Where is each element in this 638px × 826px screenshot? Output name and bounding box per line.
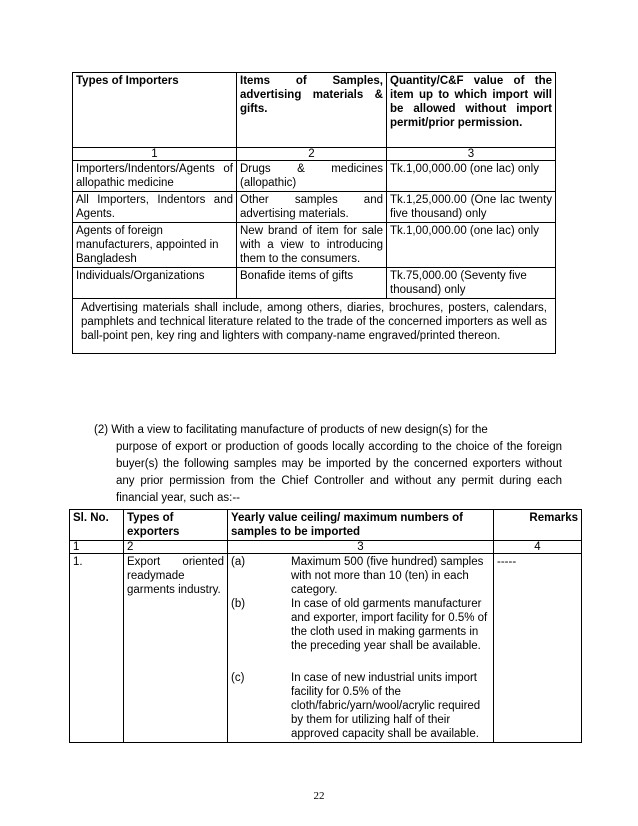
remarks-cell: -----	[494, 554, 582, 743]
exporter-type: Export oriented readymade garments industry.	[124, 554, 228, 743]
item-text: Maximum 500 (five hundred) samples with not more than 10 (ten) in each category.	[291, 556, 484, 596]
table-row	[73, 223, 556, 268]
table-cell: New brand of item for sale with a view to introducing them to the consumers.	[237, 223, 387, 268]
page-number: 22	[313, 790, 325, 802]
table-header-row	[70, 510, 582, 541]
ceiling-item	[231, 671, 490, 741]
item-label: (b)	[231, 598, 246, 610]
table-header-row	[73, 73, 556, 148]
table-cell: Tk.1,25,000.00 (One lac twenty five thousand) only	[387, 192, 556, 223]
table-cell: Tk.1,00,000.00 (one lac) only	[387, 223, 556, 268]
column-number: 1	[73, 148, 237, 161]
table-cell: Individuals/Organizations	[73, 268, 237, 299]
column-number: 3	[228, 541, 494, 554]
table-cell: Tk.75,000.00 (Seventy five thousand) only	[387, 268, 556, 299]
column-number: 4	[494, 541, 582, 554]
column-number-row	[73, 148, 556, 161]
exporter-samples-paragraph	[94, 422, 562, 507]
advertising-materials-note: Advertising materials shall include, among others, diaries, brochures, posters, calendars, pamphlets and technical literature related to the trade of the concerned importers as well as ball-point pen, key ring and lighters with company-name engraved/printed thereon.	[73, 299, 556, 354]
header-yearly-value-ceiling: Yearly value ceiling/ maximum numbers of samples to be imported	[228, 510, 494, 541]
item-text: In case of old garments manufacturer and exporter, import facility for 0.5% of the cloth used in making garments in the preceding year shall be available.	[291, 598, 488, 652]
header-items-of-samples: Items of Samples, advertising materials & gifts.	[237, 73, 387, 148]
column-number: 2	[237, 148, 387, 161]
column-number: 1	[70, 541, 124, 554]
column-number-row	[70, 541, 582, 554]
serial-number: 1.	[70, 554, 124, 743]
value-ceiling-cell	[228, 554, 494, 743]
table-cell: Drugs & medicines (allopathic)	[237, 161, 387, 192]
paragraph-lead: (2) With a view to facilitating manufacture of products of new design(s) for the	[94, 424, 488, 436]
importers-samples-table	[72, 72, 556, 354]
header-types-of-exporters: Types of exporters	[124, 510, 228, 541]
table-cell: Importers/Indentors/Agents of allopathic medicine	[73, 161, 237, 192]
table-cell: Bonafide items of gifts	[237, 268, 387, 299]
header-types-of-importers: Types of Importers	[73, 73, 237, 148]
table-row	[73, 268, 556, 299]
table-row	[73, 192, 556, 223]
ceiling-item	[231, 555, 490, 597]
exporters-samples-table	[69, 509, 582, 743]
item-label: (c)	[231, 672, 245, 684]
table-row	[70, 554, 582, 743]
header-sl-no: Sl. No.	[70, 510, 124, 541]
item-label: (a)	[231, 556, 246, 568]
table-cell: Agents of foreign manufacturers, appointed in Bangladesh	[73, 223, 237, 268]
paragraph-body: purpose of export or production of goods locally according to the choice of the foreign buyer(s) the following samples may be imported by the concerned exporters without any prior permission from the Chief Controller and without any permit during each financial year, such as:--	[116, 441, 562, 504]
table-cell: Other samples and advertising materials.	[237, 192, 387, 223]
column-number: 2	[124, 541, 228, 554]
header-quantity-value: Quantity/C&F value of the item up to which import will be allowed without import permit/prior permission.	[387, 73, 556, 148]
item-text: In case of new industrial units import facility for 0.5% of the cloth/fabric/yarn/wool/acrylic required by them for utilizing half of their approved capacity shall be available.	[291, 672, 481, 740]
note-row	[73, 299, 556, 354]
table-cell: All Importers, Indentors and Agents.	[73, 192, 237, 223]
column-number: 3	[387, 148, 556, 161]
table-cell: Tk.1,00,000.00 (one lac) only	[387, 161, 556, 192]
header-remarks: Remarks	[494, 510, 582, 541]
table-row	[73, 161, 556, 192]
ceiling-item	[231, 597, 490, 653]
